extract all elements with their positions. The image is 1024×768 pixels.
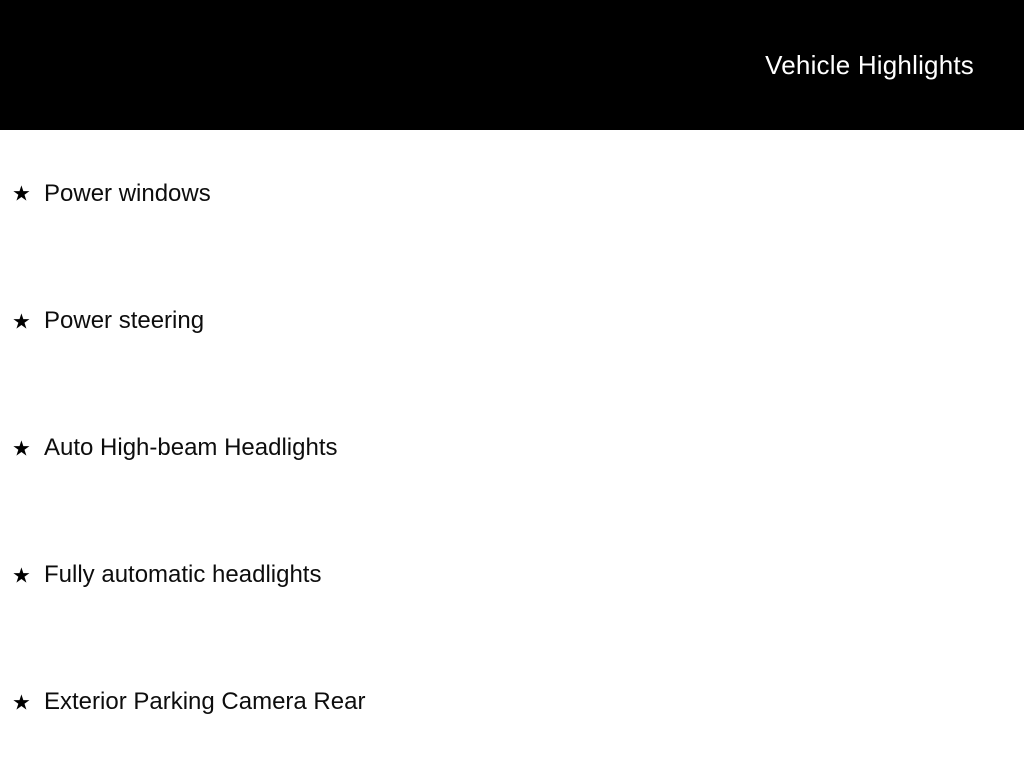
list-item [0, 385, 1024, 512]
list-item [0, 512, 1024, 639]
star-icon: ★ [12, 310, 31, 333]
highlight-label: Power windows [44, 179, 211, 207]
highlight-label: Exterior Parking Camera Rear [44, 688, 366, 716]
list-item [0, 130, 1024, 258]
star-icon: ★ [12, 691, 31, 714]
star-icon: ★ [12, 437, 31, 460]
star-icon: ★ [12, 564, 31, 587]
highlights-list [0, 130, 1024, 766]
header-bar [0, 0, 1024, 130]
highlight-label: Power steering [44, 307, 205, 335]
highlight-label: Fully automatic headlights [44, 561, 322, 589]
star-icon: ★ [12, 182, 31, 206]
list-item [0, 639, 1024, 766]
list-item [0, 258, 1024, 385]
page-title: Vehicle Highlights [765, 50, 974, 80]
highlight-label: Auto High-beam Headlights [44, 434, 338, 462]
